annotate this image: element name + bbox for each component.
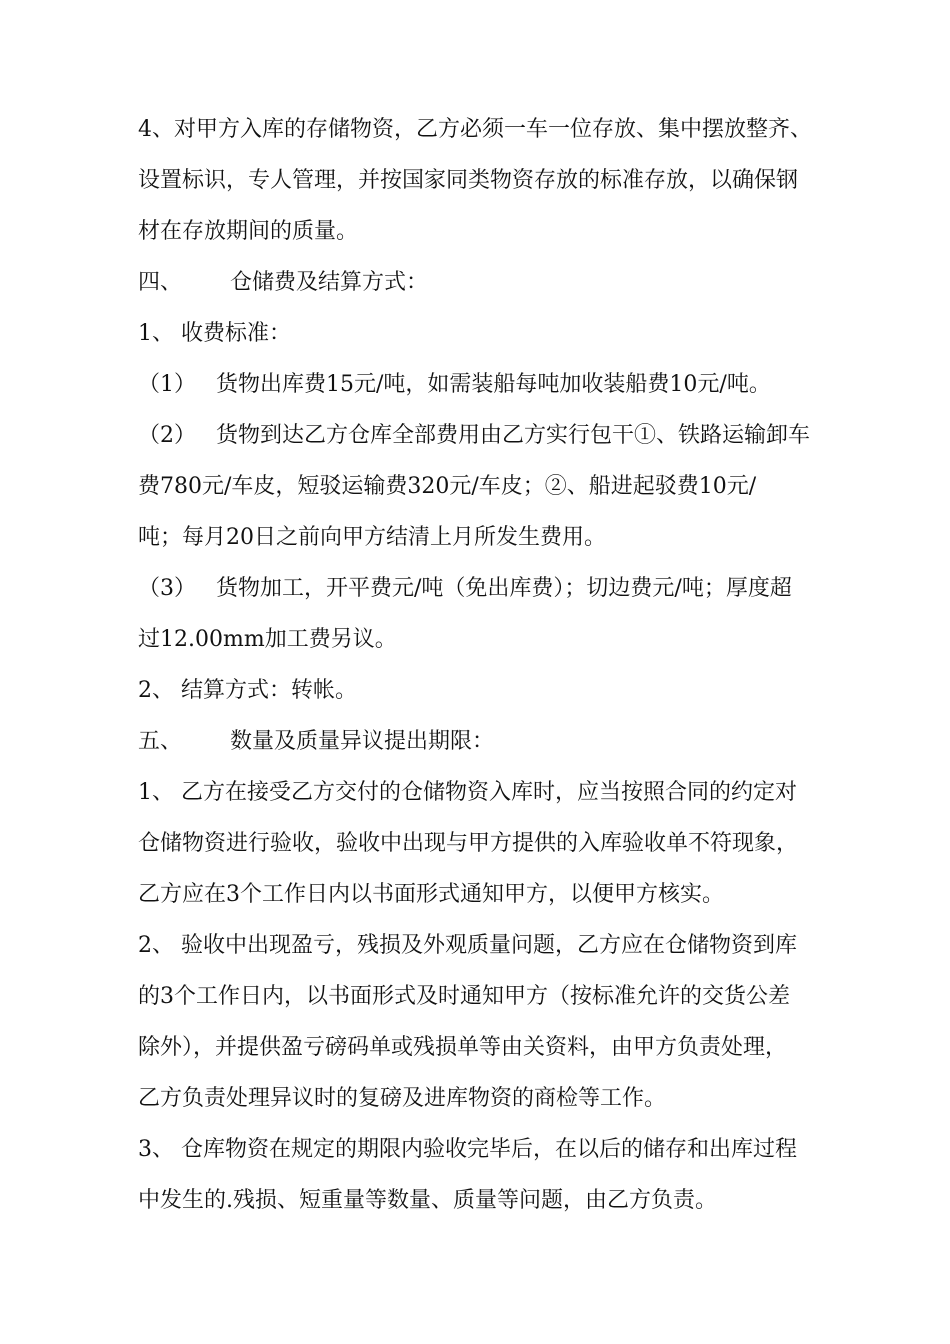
paragraph-line: 材在存放期间的质量。 bbox=[138, 219, 359, 244]
paragraph-line: 1、 收费标准： bbox=[138, 321, 291, 346]
paragraph-line: 吨；每月20日之前向甲方结清上月所发生费用。 bbox=[138, 525, 606, 550]
list-item bbox=[138, 574, 838, 604]
paragraph-line: 乙方应在3个工作日内以书面形式通知甲方，以便甲方核实。 bbox=[138, 882, 724, 907]
paragraph-line: 中发生的.残损、短重量等数量、质量等问题，由乙方负责。 bbox=[138, 1188, 717, 1213]
section-number: 四、 bbox=[138, 270, 183, 295]
paragraph-line: 费780元/车皮，短驳运输费320元/车皮；②、船进起驳费10元/ bbox=[138, 474, 757, 499]
paragraph-line: 2、 验收中出现盈亏，残损及外观质量问题，乙方应在仓储物资到库 bbox=[138, 933, 797, 958]
paragraph-line: 1、 乙方在接受乙方交付的仓储物资入库时，应当按照合同的约定对 bbox=[138, 780, 797, 805]
paragraph-line: 除外），并提供盈亏磅码单或残损单等由关资料，由甲方负责处理， bbox=[138, 1035, 788, 1060]
paragraph-line: 4、对甲方入库的存储物资，乙方必须一车一位存放、集中摆放整齐、 bbox=[138, 117, 812, 142]
paragraph-line: 过12.00mm加工费另议。 bbox=[138, 627, 397, 652]
item-text: 货物到达乙方仓库全部费用由乙方实行包干①、铁路运输卸车 bbox=[216, 423, 811, 448]
paragraph-line: 3、 仓库物资在规定的期限内验收完毕后，在以后的储存和出库过程 bbox=[138, 1137, 797, 1162]
list-item bbox=[138, 370, 838, 400]
item-text: 货物出库费15元/吨，如需装船每吨加收装船费10元/吨。 bbox=[216, 372, 771, 397]
section-heading-5 bbox=[138, 727, 838, 757]
section-heading-4 bbox=[138, 268, 838, 298]
paragraph-line: 设置标识，专人管理，并按国家同类物资存放的标准存放，以确保钢 bbox=[138, 168, 799, 193]
list-item bbox=[138, 421, 838, 451]
item-number: （3） bbox=[138, 576, 196, 601]
item-number: （1） bbox=[138, 372, 196, 397]
section-title: 仓储费及结算方式： bbox=[230, 270, 429, 295]
item-number: （2） bbox=[138, 423, 196, 448]
section-title: 数量及质量异议提出期限： bbox=[230, 729, 495, 754]
item-text: 货物加工，开平费元/吨（免出库费）；切边费元/吨；厚度超 bbox=[216, 576, 792, 601]
paragraph-line: 乙方负责处理异议时的复磅及进库物资的商检等工作。 bbox=[138, 1086, 667, 1111]
section-number: 五、 bbox=[138, 729, 183, 754]
paragraph-line: 2、 结算方式：转帐。 bbox=[138, 678, 357, 703]
paragraph-line: 的3个工作日内，以书面形式及时通知甲方（按标准允许的交货公差 bbox=[138, 984, 790, 1009]
paragraph-line: 仓储物资进行验收，验收中出现与甲方提供的入库验收单不符现象， bbox=[138, 831, 799, 856]
